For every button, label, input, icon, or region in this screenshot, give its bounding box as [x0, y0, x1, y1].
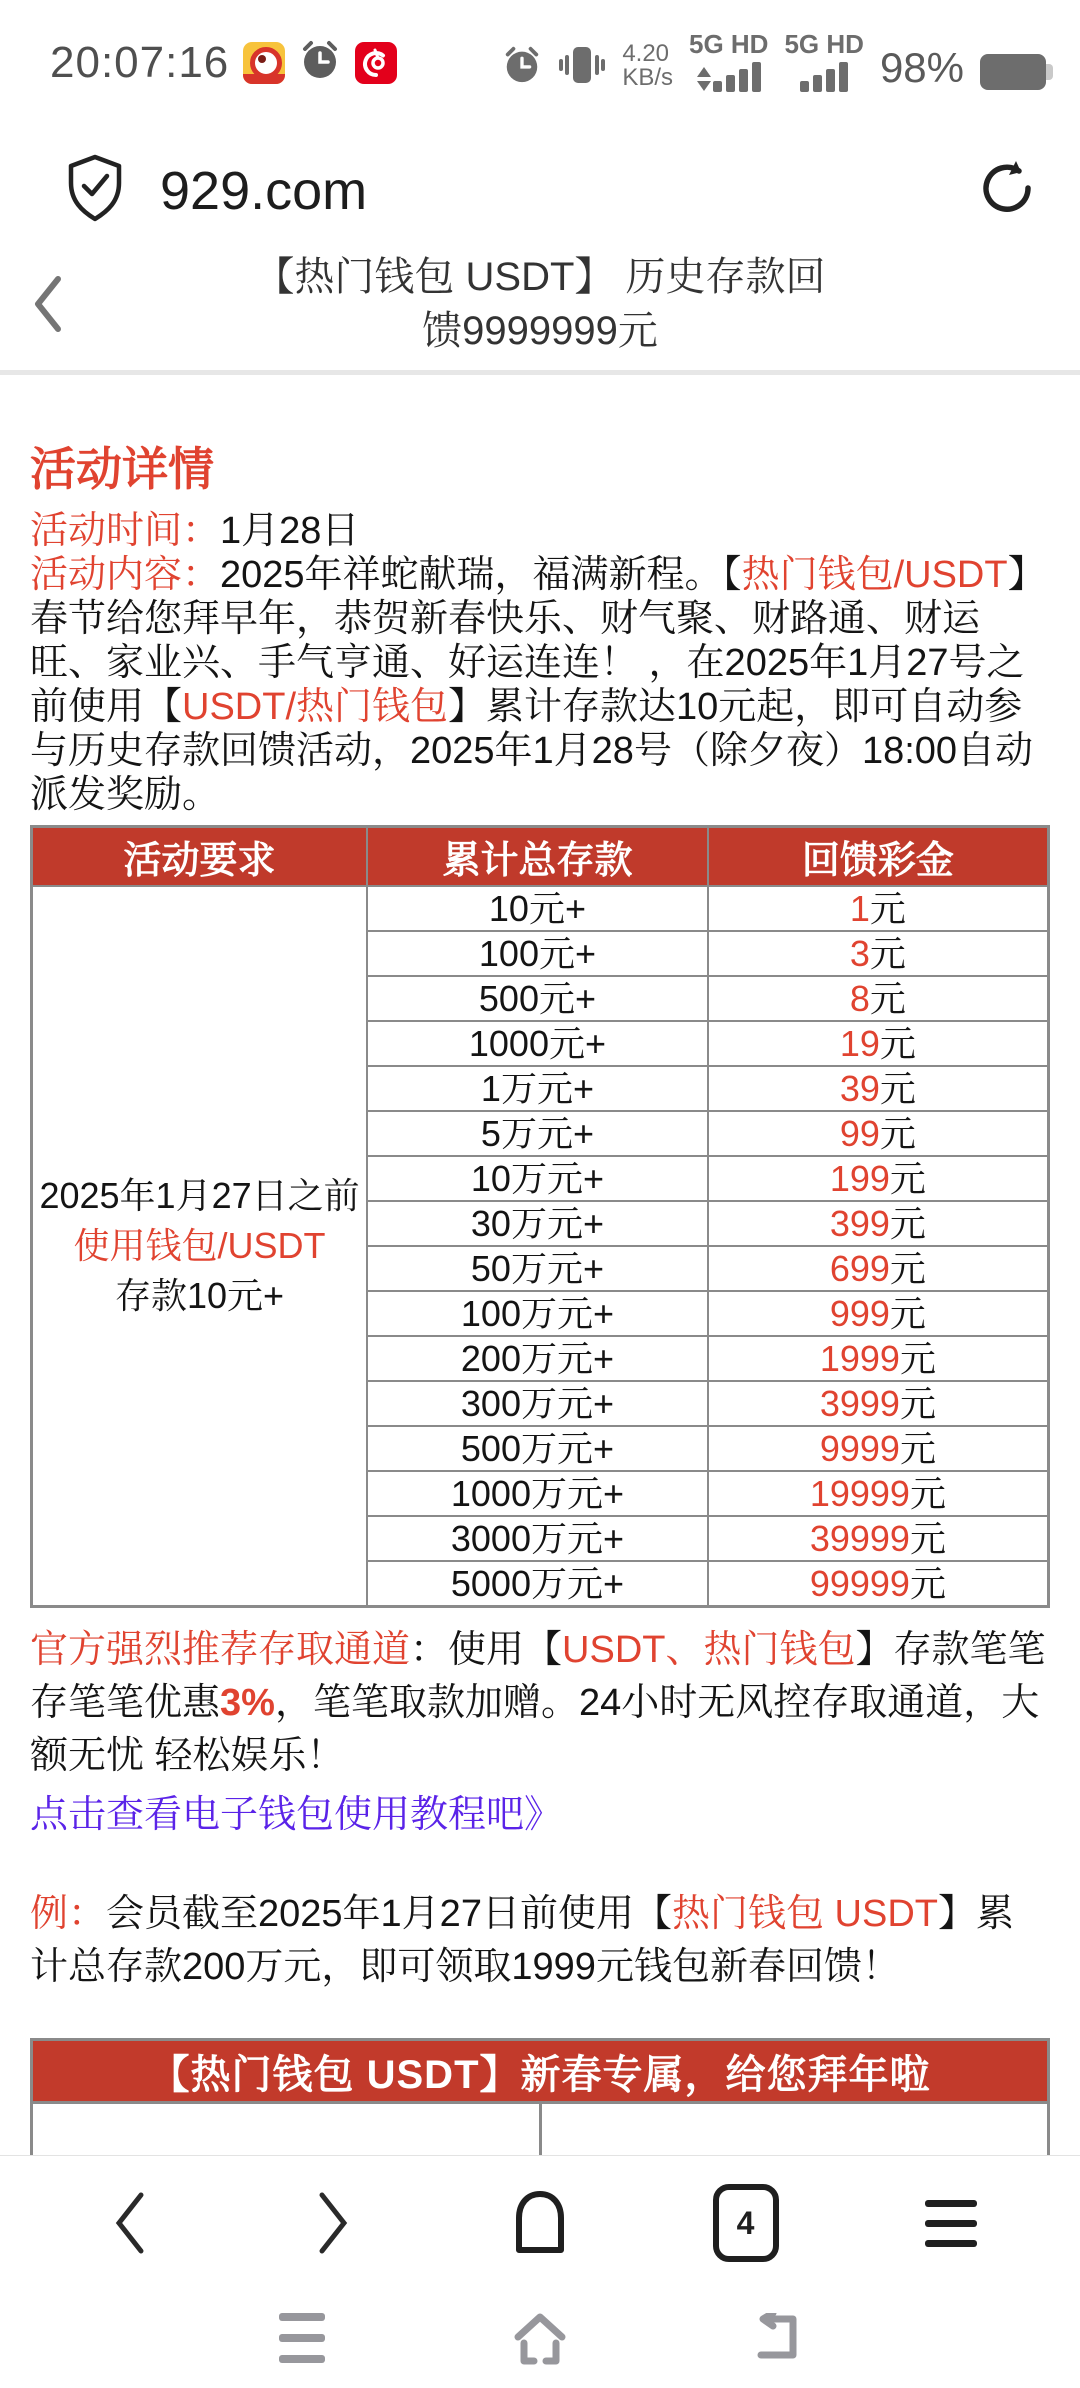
- status-bar: [0, 0, 1080, 115]
- rebate-amount-cell: 1999元: [708, 1336, 1049, 1381]
- deposit-table-body: [32, 886, 1049, 1607]
- deposit-threshold-cell: 100万元+: [367, 1291, 708, 1336]
- page-title-bar: [0, 238, 1080, 370]
- rebate-amount-cell: 3元: [708, 931, 1049, 976]
- deposit-threshold-cell: 300万元+: [367, 1381, 708, 1426]
- rebate-amount-cell: 1元: [708, 886, 1049, 931]
- table-row: [32, 886, 1049, 931]
- promo-cell-rebate: [32, 2103, 541, 2156]
- browser-back-button[interactable]: [69, 2173, 189, 2273]
- browser-url-bar[interactable]: [0, 143, 1080, 238]
- table-header-total-deposit: 累计总存款: [367, 827, 708, 887]
- deposit-threshold-cell: 1万元+: [367, 1066, 708, 1111]
- signal-bars-icon: [713, 62, 761, 92]
- wallet-tutorial-link[interactable]: 点击查看电子钱包使用教程吧》: [30, 1794, 563, 1836]
- alarm-status-icon: [502, 45, 542, 94]
- deposit-threshold-cell: 1000元+: [367, 1021, 708, 1066]
- browser-tabs-button[interactable]: [686, 2173, 806, 2273]
- deposit-threshold-cell: 10万元+: [367, 1156, 708, 1201]
- deposit-threshold-cell: 3000万元+: [367, 1516, 708, 1561]
- system-home-button[interactable]: [508, 2308, 572, 2368]
- example-paragraph: 例：会员截至2025年1月27日前使用【热门钱包 USDT】累计总存款200万元，即可领取1999元钱包新春回馈！: [30, 1893, 1014, 1988]
- rebate-amount-cell: 999元: [708, 1291, 1049, 1336]
- deposit-threshold-cell: 5000万元+: [367, 1561, 708, 1607]
- page-title: 【热门钱包 USDT】 历史存款回 馈9999999元: [254, 255, 826, 353]
- rebate-amount-cell: 399元: [708, 1201, 1049, 1246]
- battery-icon: [980, 54, 1046, 90]
- browser-home-button[interactable]: [480, 2173, 600, 2273]
- table-header-rebate: 回馈彩金: [708, 827, 1049, 887]
- url-text[interactable]: 929.com: [160, 160, 368, 221]
- promo-cell-treasure-box: [540, 2103, 1049, 2156]
- vibrate-mode-icon: [558, 45, 606, 94]
- signal-sim1: 5G HD: [689, 31, 768, 94]
- clock-time: 20:07:16: [50, 37, 230, 87]
- system-nav-bar: [0, 2290, 1080, 2388]
- rebate-amount-cell: 9999元: [708, 1426, 1049, 1471]
- refresh-icon[interactable]: [978, 157, 1036, 224]
- rebate-amount-cell: 39999元: [708, 1516, 1049, 1561]
- system-menu-icon: [279, 2313, 325, 2363]
- deposit-threshold-cell: 100元+: [367, 931, 708, 976]
- rebate-amount-cell: 3999元: [708, 1381, 1049, 1426]
- deposit-threshold-cell: 200万元+: [367, 1336, 708, 1381]
- battery-percent: 98%: [879, 44, 964, 91]
- rebate-amount-cell: 39元: [708, 1066, 1049, 1111]
- deposit-threshold-cell: 1000万元+: [367, 1471, 708, 1516]
- shield-check-icon: [64, 153, 126, 228]
- signal-bars-icon: [800, 62, 848, 92]
- new-year-promo-table: [30, 2038, 1050, 2155]
- rebate-amount-cell: 19999元: [708, 1471, 1049, 1516]
- activity-intro-paragraph: 活动内容：2025年祥蛇献瑞，福满新程。【热门钱包/USDT】春节给您拜早年，恭贺新春快乐、财气聚、财路通、财运旺、家业兴、手气亨通、好运连连！ ，在2025年1月27号之前使用【USDT/热门钱包】累计存款达10元起，即可自动参与历史存款回馈活动，2025年1月28号（除夕夜）18:00自动派发奖励。: [30, 554, 1046, 816]
- deposit-rebate-table: [30, 825, 1050, 1608]
- deposit-threshold-cell: 500元+: [367, 976, 708, 1021]
- rebate-amount-cell: 699元: [708, 1246, 1049, 1291]
- requirement-cell: 2025年1月27日之前 使用钱包/USDT 存款10元+: [32, 886, 368, 1607]
- activity-details-heading: 活动详情: [30, 443, 214, 495]
- signal-sim2: 5G HD: [784, 31, 863, 94]
- deposit-threshold-cell: 10元+: [367, 886, 708, 931]
- browser-bottom-bar: [0, 2155, 1080, 2290]
- menu-icon: [925, 2200, 977, 2247]
- promo-table-header: 【热门钱包 USDT】新春专属，给您拜年啦: [32, 2040, 1049, 2103]
- table-header-requirement: 活动要求: [32, 827, 368, 887]
- deposit-threshold-cell: 500万元+: [367, 1426, 708, 1471]
- browser-forward-button[interactable]: [274, 2173, 394, 2273]
- system-back-button[interactable]: [746, 2308, 810, 2368]
- activity-time-line: 活动时间：1月28日: [30, 510, 360, 552]
- network-speed: 4.20 KB/s: [622, 40, 673, 91]
- alarm-notification-icon: [299, 39, 341, 86]
- rebate-amount-cell: 99999元: [708, 1561, 1049, 1607]
- deposit-threshold-cell: 30万元+: [367, 1201, 708, 1246]
- page-content: [0, 375, 1080, 2155]
- tab-count: 4: [713, 2184, 779, 2262]
- data-arrows-icon: [697, 67, 711, 91]
- deposit-threshold-cell: 5万元+: [367, 1111, 708, 1156]
- rebate-amount-cell: 99元: [708, 1111, 1049, 1156]
- netease-music-icon: [355, 42, 397, 84]
- system-menu-button[interactable]: [270, 2308, 334, 2368]
- rebate-amount-cell: 19元: [708, 1021, 1049, 1066]
- channel-paragraph: 官方强烈推荐存取通道：使用【USDT、热门钱包】存款笔笔存笔笔优惠3%，笔笔取款加赠。24小时无风控存取通道，大额无忧 轻松娱乐！: [30, 1629, 1046, 1777]
- deposit-threshold-cell: 50万元+: [367, 1246, 708, 1291]
- rebate-amount-cell: 8元: [708, 976, 1049, 1021]
- rebate-amount-cell: 199元: [708, 1156, 1049, 1201]
- back-chevron-icon[interactable]: [30, 273, 100, 335]
- browser-menu-button[interactable]: [891, 2173, 1011, 2273]
- weibo-notification-icon: [243, 42, 285, 84]
